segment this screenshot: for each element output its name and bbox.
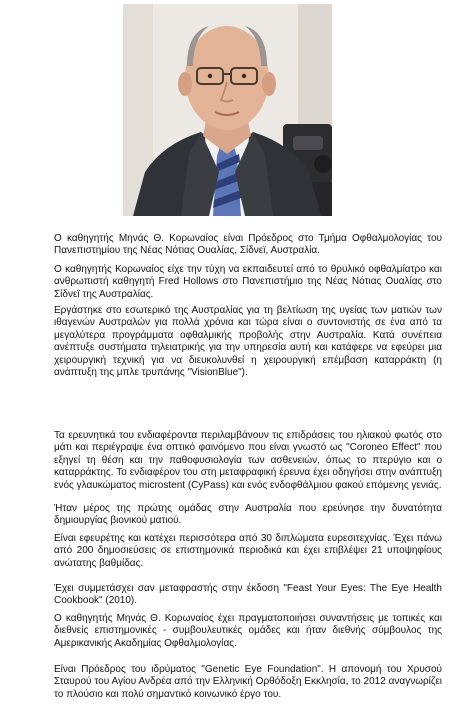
bio-paragraph-8: Ο καθηγητής Μηνάς Θ. Κορωναίος έχει πραγματοποιήσει συναντήσεις με τοπικές και διεθνείς επιστημονικές - συμβουλευτικές ομάδες και ήταν διεθνής σύμβουλος της Αμερικανικής Ακαδημίας Οφθαλμολογίας. <box>54 613 442 649</box>
bio-paragraph-2: Ο καθηγητής Κορωναίος είχε την τύχη να εκπαιδευτεί από το θρυλικό οφθαλμίατρο και ανθρωπιστή καθηγητή Fred Hollows στο Πανεπιστήμιο της Νέας Νότιας Ουαλίας στο Σίδνεϊ της Αυστραλίας. <box>54 264 442 300</box>
bio-paragraph-3: Εργάστηκε στο εσωτερικό της Αυστραλίας για τη βελτίωση της υγείας των ματιών των ιθαγενών Αυστραλών για πολλά χρόνια και τώρα είναι ο συντονιστής σε ένα από τα μεγαλύτερα προγράμματα οφθαλμικής προβολής στην Αυστραλία. Κατά συνέπεια ανέπτυξε συστήματα τηλειατρικής για την υπηρεσία αυτή και κατάφερε να εφεύρει μια χειρουργική τεχνική για να διευκολυνθεί η χειρουργική επέμβαση καταρράκτη (η ανάπτυξη της μπλε τρυπάνης "VisionBlue"). <box>54 305 442 379</box>
bio-paragraph-1: Ο καθηγητής Μηνάς Θ. Κορωναίος είναι Πρόεδρος στο Τμήμα Οφθαλμολογίας του Πανεπιστημίου της Νέας Νότιας Ουαλίας, Σίδνεϊ, Αυστραλία. <box>54 233 442 257</box>
portrait-illustration <box>123 4 332 216</box>
portrait-photo <box>123 4 332 216</box>
bio-paragraph-6: Είναι εφευρέτης και κατέχει περισσότερα από 30 διπλώματα ευρεσιτεχνίας. Έχει πάνω από 200 δημοσιεύσεις σε επιστημονικά περιοδικά και έχει επιβλέψει 21 υποψηφίους ανώτατης βαθμίδας. <box>54 533 442 569</box>
bio-paragraph-4: Τα ερευνητικά του ενδιαφέροντα περιλαμβάνουν τις επιδράσεις του ηλιακού φωτός στο μάτι και περιέγραψε ένα οπτικό φαινόμενο που είναι γνωστό ως "Coroneo Effect" που εξηγεί τη θέση και την παθοφυσιολογία των ασθενειών, όπως το πτερύγιο και ο καταρράκτης. Το ενδιαφέρον του στη μεταφραφική έρευνα έχει οδηγήσει στην ανάπτυξη ενός γλαυκώματος microstent (CyPass) και ενός ενδοφθάλμιου φακού επόμενης γενιάς. <box>54 430 442 491</box>
bio-paragraph-9: Είναι Πρόεδρος του ιδρύματος "Genetic Eye Foundation". Η απονομή του Χρυσού Σταυρού του Αγίου Ανδρέα από την Ελληνική Ορθόδοξη Εκκλησία, το 2012 αναγνωρίζει το πλούσιο και πολύ σημαντικό κοινωνικό έργο του. <box>54 664 442 700</box>
bio-paragraph-7: Έχει συμμετάσχει σαν μεταφραστής στην έκδοση "Feast Your Eyes: The Eye Health Cookbook" (2010). <box>54 583 442 607</box>
bio-paragraph-5: Ήταν μέρος της πρώτης ομάδας στην Αυστραλία που ερεύνησε την δυνατότητα δημιουργίας βιονικού ματιού. <box>54 503 442 527</box>
